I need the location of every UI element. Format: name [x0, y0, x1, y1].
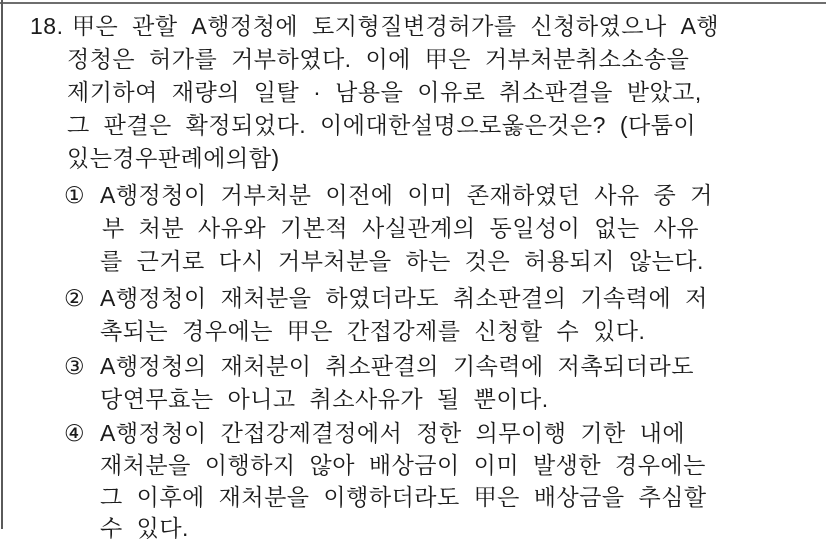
question-stem-line-5: 있는경우판례에의함) [67, 145, 280, 171]
option-1-line-2: 부 처분 사유와 기본적 사실관계의 동일성이 없는 사유 [102, 215, 700, 241]
question-stem-line-1: 甲은 관할 A행정청에 토지형질변경허가를 신청하였으나 A행 [72, 13, 720, 39]
option-3-marker: ③ [64, 353, 85, 379]
option-2-line-1: A행정청이 재처분을 하였더라도 취소판결의 기속력에 저 [100, 285, 708, 311]
top-rule-line [0, 2, 826, 4]
option-4-line-4: 수 있다. [100, 515, 189, 539]
option-2-line-2: 촉되는 경우에는 甲은 간접강제를 신청할 수 있다. [100, 318, 646, 344]
option-1-line-1: A행정청이 거부처분 이전에 이미 존재하였던 사유 중 거 [100, 182, 713, 208]
option-4-line-2: 재처분을 이행하지 않아 배상금이 이미 발생한 경우에는 [100, 452, 706, 478]
option-4-line-1: A행정청이 간접강제결정에서 정한 의무이행 기한 내에 [100, 420, 686, 446]
left-rule-line [1, 0, 3, 529]
option-3-line-1: A행정청의 재처분이 취소판결의 기속력에 저촉되더라도 [100, 353, 694, 379]
question-stem-line-2: 정청은 허가를 거부하였다. 이에 甲은 거부처분취소소송을 [67, 46, 690, 72]
question-stem-line-3: 제기하여 재량의 일탈 · 남용을 이유로 취소판결을 받았고, [67, 79, 702, 105]
option-2-marker: ② [64, 285, 85, 311]
option-4-line-3: 그 이후에 재처분을 이행하더라도 甲은 배상금을 추심할 [100, 484, 707, 510]
option-3-line-2: 당연무효는 아니고 취소사유가 될 뿐이다. [100, 386, 549, 412]
option-4-marker: ④ [64, 420, 85, 446]
option-1-line-3: 를 근거로 다시 거부처분을 하는 것은 허용되지 않는다. [100, 248, 704, 274]
question-stem-line-4: 그 판결은 확정되었다. 이에대한설명으로옳은것은? (다툼이 [67, 112, 697, 138]
option-1-marker: ① [64, 182, 85, 208]
question-number: 18. [30, 13, 64, 39]
